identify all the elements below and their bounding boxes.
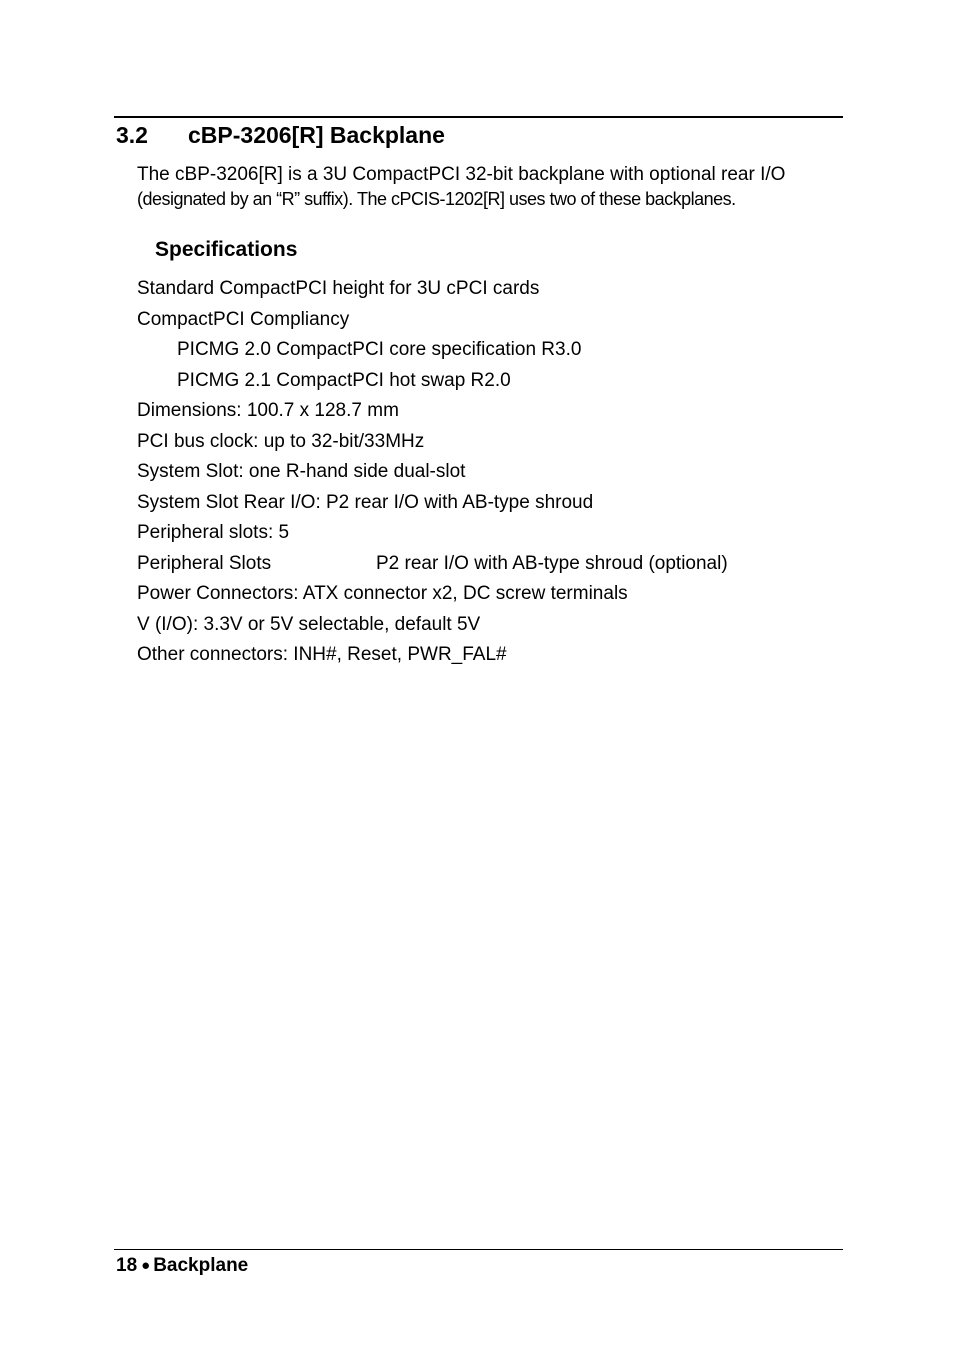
intro-line-1: The cBP-3206[R] is a 3U CompactPCI 32-bit backplane with optional rear I/O — [137, 164, 786, 185]
section-title: cBP-3206[R] Backplane — [188, 122, 445, 148]
spec-item: System Slot: one R-hand side dual-slot — [137, 461, 466, 482]
chapter-name: Backplane — [153, 1255, 249, 1276]
spec-item: Peripheral slots: 5 — [137, 522, 290, 543]
spec-value: P2 rear I/O with AB-type shroud (optional) — [376, 552, 728, 574]
spec-subitem: PICMG 2.0 CompactPCI core specification R3.0 — [177, 339, 582, 360]
spec-item: CompactPCI Compliancy — [137, 308, 350, 330]
spec-item: Dimensions: 100.7 x 128.7 mm — [137, 400, 399, 421]
spec-subitem: PICMG 2.1 CompactPCI hot swap R2.0 — [177, 369, 511, 391]
footer-rule — [114, 1249, 843, 1250]
spec-item: Power Connectors: ATX connector x2, DC screw terminals — [137, 583, 628, 604]
spec-item-two-column — [137, 549, 728, 580]
specifications-heading: Specifications — [155, 238, 298, 261]
spec-label: Peripheral Slots — [137, 552, 272, 574]
bullet-separator: ● — [141, 1257, 151, 1274]
spec-item: V (I/O): 3.3V or 5V selectable, default 5V — [137, 613, 481, 635]
header-rule — [114, 116, 843, 118]
intro-line-2: (designated by an “R” suffix). The cPCIS-1202[R] uses two of these backplanes. — [137, 189, 736, 209]
page-number: 18 — [116, 1255, 138, 1276]
spec-item: Standard CompactPCI height for 3U cPCI cards — [137, 278, 540, 299]
section-number: 3.2 — [116, 122, 148, 148]
specifications-list — [137, 274, 728, 671]
section-heading — [116, 120, 445, 150]
spec-item: PCI bus clock: up to 32-bit/33MHz — [137, 430, 425, 452]
page-footer — [116, 1253, 248, 1280]
intro-paragraph — [137, 162, 842, 212]
spec-item: System Slot Rear I/O: P2 rear I/O with AB-type shroud — [137, 491, 594, 513]
spec-item: Other connectors: INH#, Reset, PWR_FAL# — [137, 644, 507, 665]
